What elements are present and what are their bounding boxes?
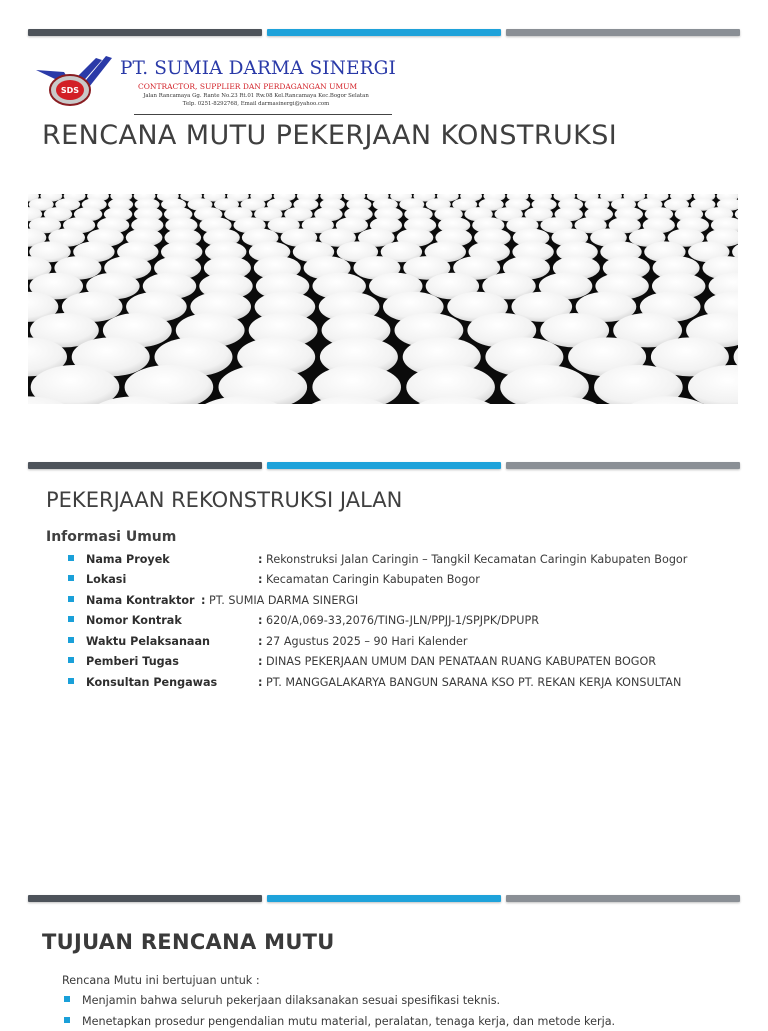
info-value: Kecamatan Caringin Kabupaten Bogor	[266, 573, 480, 586]
info-separator: :	[258, 573, 263, 586]
bar-blue	[267, 29, 501, 36]
info-label: Nama Proyek	[86, 553, 170, 566]
logo-address-line-2: Telp. 0251-8292768, Email darmasinergi@yahoo.com	[182, 100, 330, 107]
logo-tagline: CONTRACTOR, SUPPLIER DAN PERDAGANGAN UMUM	[138, 82, 358, 91]
info-label: Lokasi	[86, 573, 127, 586]
info-value-wrap	[258, 614, 539, 627]
info-row-location	[66, 573, 756, 589]
info-separator: :	[258, 553, 263, 566]
bullet-icon	[64, 1017, 70, 1023]
info-value: PT. MANGGALAKARYA BANGUN SARANA KSO PT. REKAN KERJA KONSULTAN	[266, 676, 682, 689]
company-letterhead	[34, 52, 394, 116]
goal-text: Menetapkan prosedur pengendalian mutu material, peralatan, tenaga kerja, dan metode kerja.	[82, 1015, 616, 1028]
slide3-intro: Rencana Mutu ini bertujuan untuk :	[62, 974, 260, 987]
general-info-heading: Informasi Umum	[46, 529, 177, 545]
bullet-icon	[64, 996, 70, 1002]
bullet-icon	[68, 575, 74, 581]
info-row-contractor	[66, 594, 756, 610]
info-row-supervisor	[66, 676, 756, 692]
slide3-top-bars	[28, 895, 740, 902]
info-value-wrap	[258, 676, 681, 689]
info-separator: :	[258, 655, 263, 668]
bullet-icon	[68, 657, 74, 663]
slide3-title: TUJUAN RENCANA MUTU	[42, 930, 335, 954]
info-value-wrap	[258, 655, 656, 668]
logo-divider	[134, 114, 392, 115]
bullet-icon	[68, 637, 74, 643]
info-value: PT. SUMIA DARMA SINERGI	[209, 594, 359, 607]
bullet-icon	[68, 596, 74, 602]
info-label: Nama Kontraktor	[86, 594, 195, 607]
bullet-icon	[68, 616, 74, 622]
info-label: Nomor Kontrak	[86, 614, 182, 627]
bar-blue	[267, 462, 501, 469]
sds-logo-icon	[34, 52, 114, 108]
info-value: DINAS PEKERJAAN UMUM DAN PENATAAN RUANG KABUPATEN BOGOR	[266, 655, 657, 668]
info-separator: :	[258, 676, 263, 689]
info-separator: :	[258, 635, 263, 648]
logo-address-line-1: Jalan Rancamaya Gg. Rante No.23 Rt.01 Rw.08 Kel.Rancamaya Kec.Bogor Selatan	[143, 93, 369, 99]
bullet-icon	[68, 678, 74, 684]
info-separator: :	[201, 594, 206, 607]
info-row-project-name	[66, 553, 756, 569]
logo-address	[134, 93, 378, 108]
slide1-title: RENCANA MUTU PEKERJAAN KONSTRUKSI	[42, 120, 618, 151]
info-value-wrap	[258, 573, 480, 586]
hero-image-white-discs	[28, 194, 738, 404]
info-value-wrap	[258, 553, 687, 566]
info-row-client	[66, 655, 756, 671]
info-separator: :	[258, 614, 263, 627]
info-value: 620/A,069-33,2076/TING-JLN/PPJJ-1/SPJPK/DPUPR	[266, 614, 539, 627]
info-value: Rekonstruksi Jalan Caringin – Tangkil Kecamatan Caringin Kabupaten Bogor	[266, 553, 688, 566]
info-label: Konsultan Pengawas	[86, 676, 218, 689]
info-value-wrap	[201, 594, 358, 607]
info-label: Pemberi Tugas	[86, 655, 179, 668]
bar-gray	[506, 29, 740, 36]
bar-gray	[506, 462, 740, 469]
bar-dark	[28, 462, 262, 469]
logo-company-name: PT. SUMIA DARMA SINERGI	[120, 58, 396, 79]
bullet-icon	[68, 555, 74, 561]
bar-blue	[267, 895, 501, 902]
info-value: 27 Agustus 2025 – 90 Hari Kalender	[266, 635, 468, 648]
info-value-wrap	[258, 635, 468, 648]
bar-dark	[28, 895, 262, 902]
slide2-title: PEKERJAAN REKONSTRUKSI JALAN	[46, 488, 403, 512]
goal-text: Menjamin bahwa seluruh pekerjaan dilaksanakan sesuai spesifikasi teknis.	[82, 994, 501, 1007]
bar-gray	[506, 895, 740, 902]
info-row-duration	[66, 635, 756, 651]
slide1-top-bars	[28, 29, 740, 36]
hero-discs-graphic	[28, 194, 738, 404]
slide2-top-bars	[28, 462, 740, 469]
info-row-contract-number	[66, 614, 756, 630]
logo-badge-text: SDS	[60, 86, 80, 95]
bar-dark	[28, 29, 262, 36]
info-label: Waktu Pelaksanaan	[86, 635, 210, 648]
